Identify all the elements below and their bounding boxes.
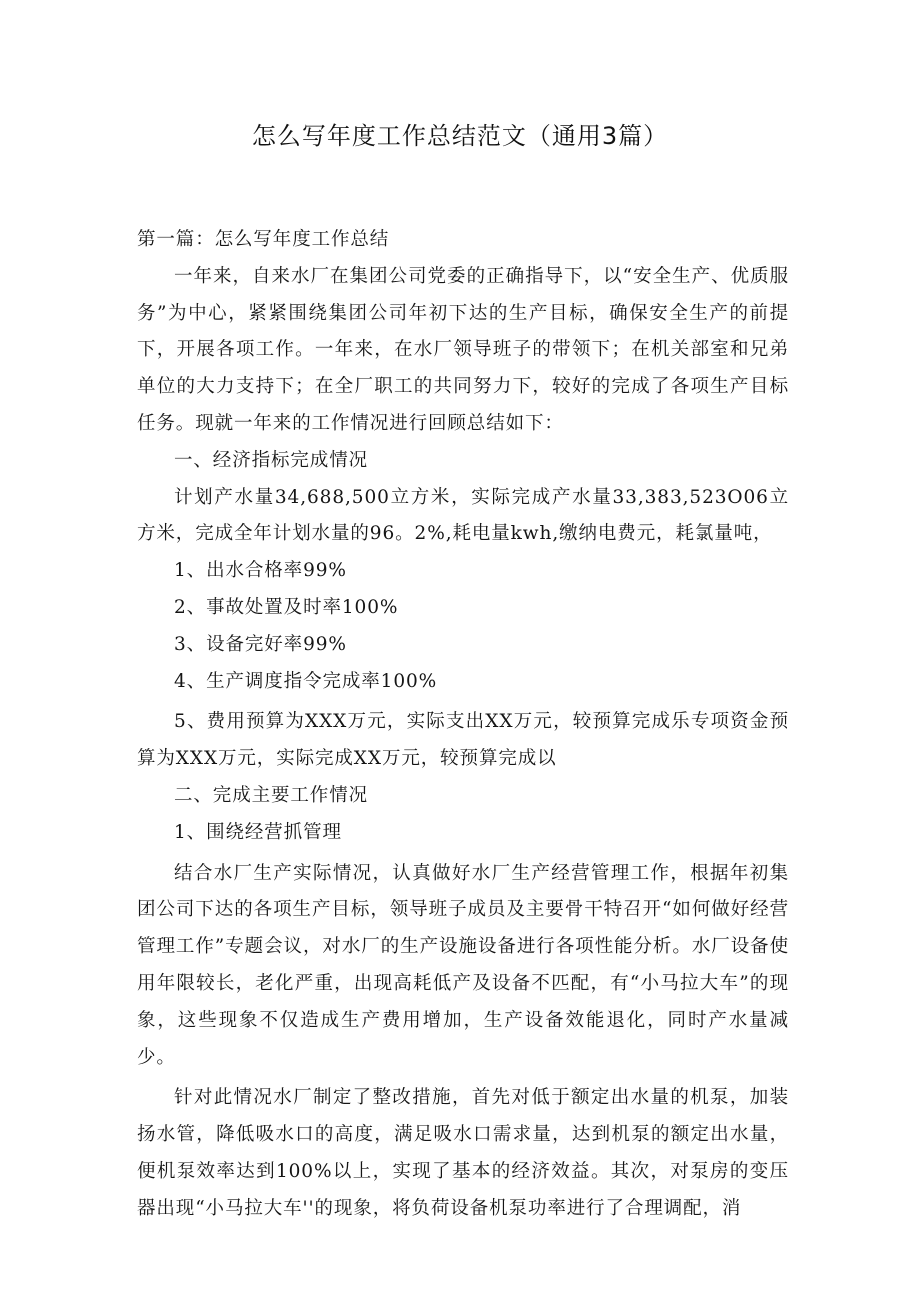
list-item: 3、设备完好率99%	[174, 633, 347, 655]
document-title: 怎么写年度工作总结范文（通用3篇）	[251, 122, 669, 150]
document-body	[137, 222, 789, 1228]
subheading: 二、完成主要工作情况	[174, 784, 369, 806]
section-heading: 第一篇：怎么写年度工作总结	[137, 229, 390, 250]
list-item: 5、费用预算为XXX万元，实际支出XX万元，较预算完成乐专项资金预算为XXX万元，实际完成XX万元，较预算完成以	[137, 711, 789, 770]
subheading: 1、围绕经营抓管理	[174, 821, 342, 843]
paragraph: 针对此情况水厂制定了整改措施，首先对低于额定出水量的机泵，加装扬水管，降低吸水口的高度，满足吸水口需求量，达到机泵的额定出水量，便机泵效率达到100%以上，实现了基本的经济效益。其次，对泵房的变压器出现“小马拉大车''的现象，将负荷设备机泵功率进行了合理调配，消	[137, 1087, 789, 1219]
list-item: 1、出水合格率99%	[174, 560, 347, 582]
subheading: 一、经济指标完成情况	[174, 449, 369, 471]
paragraph: 一年来，自来水厂在集团公司党委的正确指导下，以“安全生产、优质服务”为中心，紧紧围绕集团公司年初下达的生产目标，确保安全生产的前提下，开展各项工作。一年来，在水厂领导班子的带领下；在机关部室和兄弟单位的大力支持下；在全厂职工的共同努力下，较好的完成了各项生产目标任务。现就一年来的工作情况进行回顾总结如下：	[137, 265, 789, 434]
list-item: 4、生产调度指令完成率100%	[174, 670, 438, 692]
list-item: 2、事故处置及时率100%	[174, 596, 399, 618]
paragraph: 计划产水量34,688,500立方米，实际完成产水量33,383,523O06立方米，完成全年计划水量的96。2%,耗电量kwh,缴纳电费元，耗氯量吨，	[137, 486, 789, 545]
paragraph: 结合水厂生产实际情况，认真做好水厂生产经营管理工作，根据年初集团公司下达的各项生产目标，领导班子成员及主要骨干特召开“如何做好经营管理工作”专题会议，对水厂的生产设施设备进行各项性能分析。水厂设备使用年限较长，老化严重，出现高耗低产及设备不匹配，有“小马拉大车”的现象，这些现象不仅造成生产费用增加，生产设备效能退化，同时产水量减少。	[137, 862, 789, 1068]
